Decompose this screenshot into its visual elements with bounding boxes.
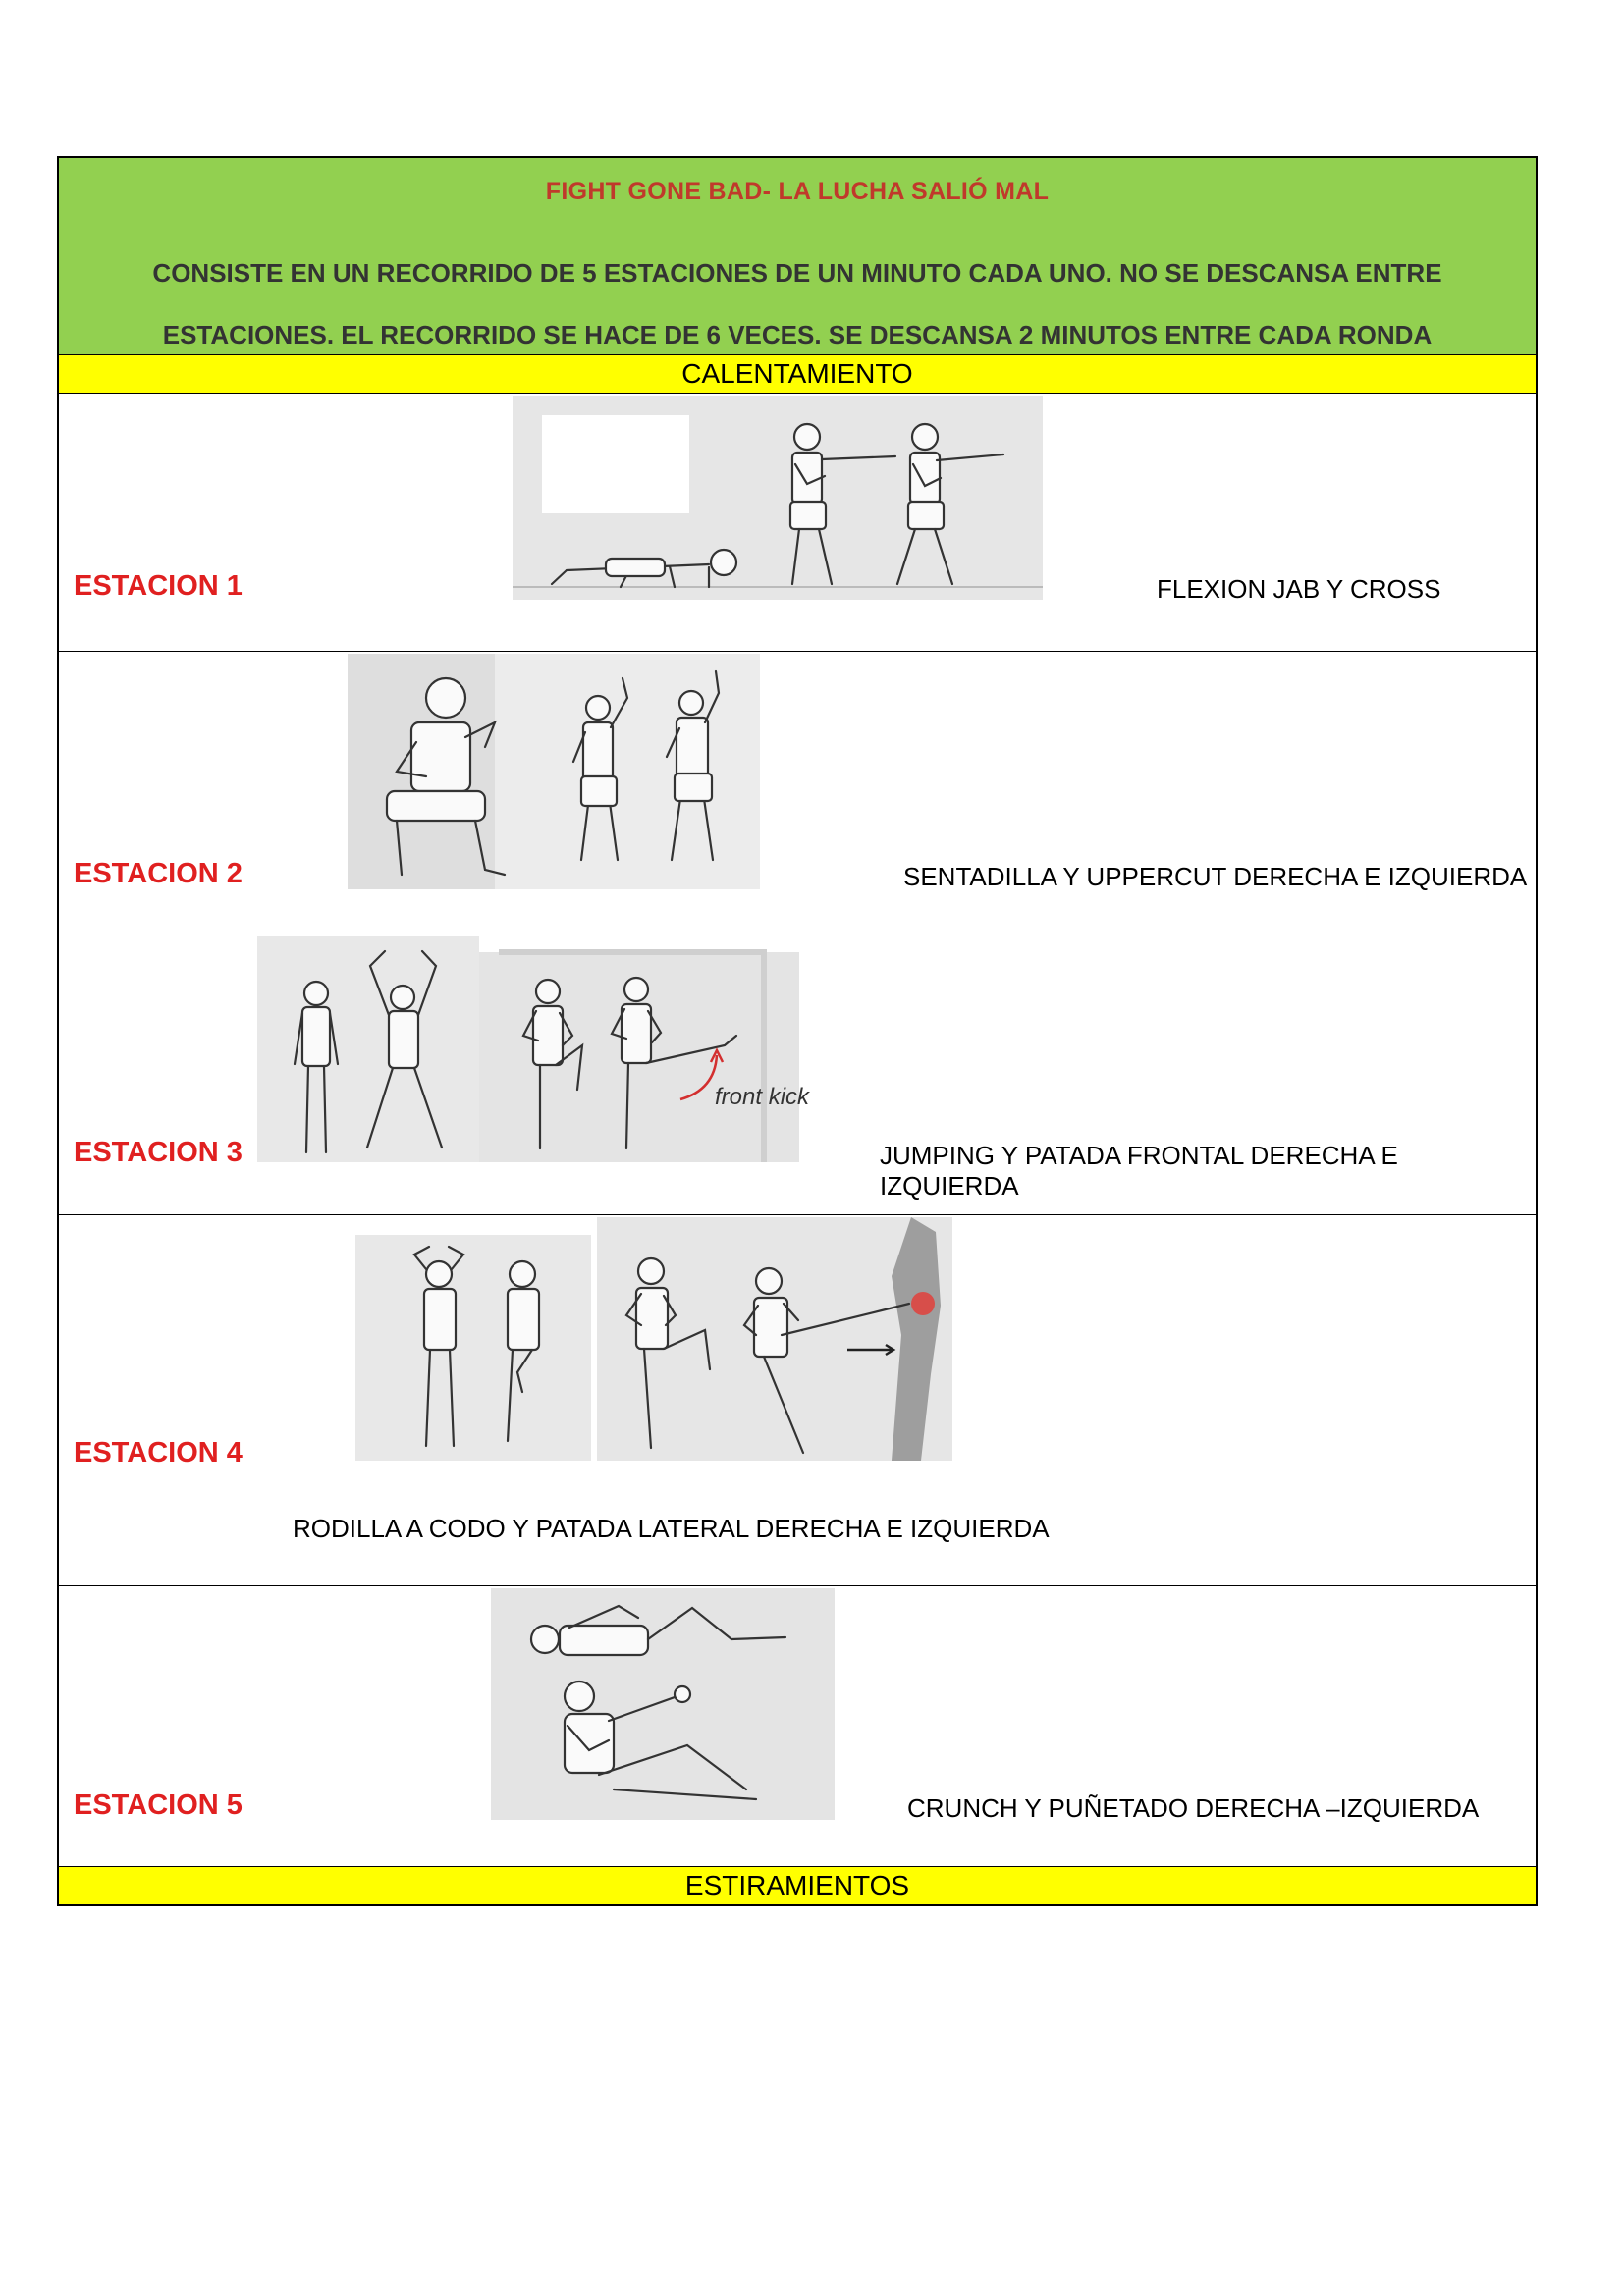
station-label-4: ESTACION 4 xyxy=(74,1437,243,1468)
station-row-1 xyxy=(59,394,1536,652)
station-label-2: ESTACION 2 xyxy=(74,858,243,889)
description-line-1: CONSISTE EN UN RECORRIDO DE 5 ESTACIONES DE UN MINUTO CADA UNO. NO SE DESCANSA ENTRE xyxy=(152,258,1442,288)
knee-to-elbow-image xyxy=(355,1235,591,1461)
station-row-4 xyxy=(59,1215,1536,1586)
warmup-band: CALENTAMIENTO xyxy=(59,355,1536,394)
station-row-5 xyxy=(59,1586,1536,1867)
station-caption-5: CRUNCH Y PUÑETADO DERECHA –IZQUIERDA xyxy=(907,1793,1480,1823)
cooldown-band: ESTIRAMIENTOS xyxy=(59,1867,1536,1904)
station-caption-4: RODILLA A CODO Y PATADA LATERAL DERECHA E IZQUIERDA xyxy=(293,1514,1050,1543)
squat-uppercut-image xyxy=(348,654,760,889)
crunch-punch-image xyxy=(491,1588,835,1820)
station-row-3 xyxy=(59,934,1536,1215)
workout-title: FIGHT GONE BAD- LA LUCHA SALIÓ MAL xyxy=(545,178,1050,205)
station-label-3: ESTACION 3 xyxy=(74,1137,243,1168)
workout-table xyxy=(57,156,1538,1906)
description-line-2: ESTACIONES. EL RECORRIDO SE HACE DE 6 VECES. SE DESCANSA 2 MINUTOS ENTRE CADA RONDA xyxy=(162,320,1433,349)
station-label-1: ESTACION 1 xyxy=(74,570,243,602)
station-label-5: ESTACION 5 xyxy=(74,1789,243,1821)
front-kick-image xyxy=(479,952,810,1162)
pushup-jab-cross-image xyxy=(513,396,1043,600)
station-row-2 xyxy=(59,652,1536,934)
side-kick-image xyxy=(597,1217,952,1461)
front-kick-label: front kick xyxy=(715,1084,810,1110)
station-caption-1: FLEXION JAB Y CROSS xyxy=(1157,574,1441,604)
station-caption-3: JUMPING Y PATADA FRONTAL DERECHA E IZQUIERDA xyxy=(880,1141,1398,1201)
table-header xyxy=(59,158,1536,355)
jumping-jack-image xyxy=(257,936,479,1162)
station-caption-2: SENTADILLA Y UPPERCUT DERECHA E IZQUIERDA xyxy=(903,862,1528,891)
